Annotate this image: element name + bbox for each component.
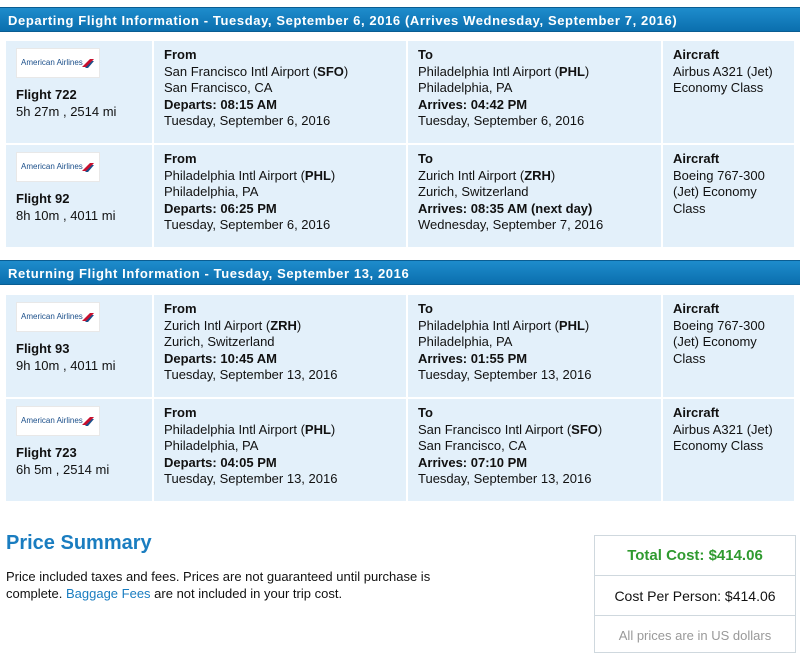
flight-number: Flight 92 (16, 191, 70, 206)
from-date: Tuesday, September 6, 2016 (164, 217, 331, 232)
to-airport: Philadelphia Intl Airport (PHL) (418, 317, 590, 333)
from-cell (154, 399, 406, 501)
airline-flag-icon (81, 57, 95, 69)
returning-header: Returning Flight Information - Tuesday, September 13, 2016 (0, 260, 800, 285)
to-airport: Zurich Intl Airport (ZRH) (418, 167, 556, 183)
arrives-time: Arrives: 04:42 PM (418, 96, 528, 112)
arrives-time: Arrives: 07:10 PM (418, 454, 528, 470)
to-date: Tuesday, September 6, 2016 (418, 113, 585, 128)
logo-text: American Airlines (21, 57, 83, 67)
american-airlines-logo (16, 406, 100, 436)
price-summary-box (594, 535, 796, 653)
airline-cell (6, 41, 152, 143)
aircraft-type: Boeing 767-300 (Jet) Economy Class (673, 167, 765, 216)
to-cell (408, 41, 661, 143)
from-airport: Philadelphia Intl Airport (PHL) (164, 167, 336, 183)
to-city: San Francisco, CA (418, 438, 527, 453)
from-city: Zurich, Switzerland (164, 334, 275, 349)
to-label: To (418, 151, 433, 166)
from-city: Philadelphia, PA (164, 438, 259, 453)
total-cost: Total Cost: $414.06 (595, 536, 795, 576)
to-cell (408, 295, 661, 397)
from-city: Philadelphia, PA (164, 184, 259, 199)
american-airlines-logo (16, 152, 100, 182)
baggage-fees-link[interactable]: Baggage Fees (65, 586, 151, 601)
aircraft-type: Airbus A321 (Jet) Economy Class (673, 63, 773, 95)
departs-time: Departs: 10:45 AM (164, 350, 277, 366)
from-label: From (164, 301, 197, 316)
to-date: Tuesday, September 13, 2016 (418, 471, 592, 486)
airline-flag-icon (81, 311, 95, 323)
from-label: From (164, 151, 197, 166)
flight-duration: 8h 10m , 4011 mi (16, 207, 116, 223)
from-label: From (164, 405, 197, 420)
american-airlines-logo (16, 48, 100, 78)
aircraft-label: Aircraft (673, 151, 720, 166)
aircraft-cell (663, 399, 794, 501)
from-cell (154, 41, 406, 143)
aircraft-label: Aircraft (673, 47, 720, 62)
to-city: Zurich, Switzerland (418, 184, 529, 199)
aircraft-cell (663, 145, 794, 247)
to-city: Philadelphia, PA (418, 80, 513, 95)
flight-duration: 9h 10m , 4011 mi (16, 357, 116, 373)
flight-row (6, 295, 796, 397)
american-airlines-logo (16, 302, 100, 332)
flight-number: Flight 722 (16, 87, 77, 102)
from-cell (154, 145, 406, 247)
from-city: San Francisco, CA (164, 80, 273, 95)
from-airport: Zurich Intl Airport (ZRH) (164, 317, 302, 333)
departs-time: Departs: 04:05 PM (164, 454, 277, 470)
flight-number: Flight 723 (16, 445, 77, 460)
cost-per-person: Cost Per Person: $414.06 (595, 576, 795, 616)
flight-duration: 5h 27m , 2514 mi (16, 103, 117, 119)
flight-number: Flight 93 (16, 341, 70, 356)
arrives-time: Arrives: 01:55 PM (418, 350, 528, 366)
from-label: From (164, 47, 197, 62)
to-date: Wednesday, September 7, 2016 (418, 217, 604, 232)
from-date: Tuesday, September 13, 2016 (164, 367, 338, 382)
to-cell (408, 399, 661, 501)
airline-flag-icon (81, 415, 95, 427)
airline-cell (6, 295, 152, 397)
from-cell (154, 295, 406, 397)
to-label: To (418, 301, 433, 316)
logo-text: American Airlines (21, 311, 83, 321)
flight-row (6, 145, 796, 247)
aircraft-label: Aircraft (673, 301, 720, 316)
from-airport: Philadelphia Intl Airport (PHL) (164, 421, 336, 437)
to-airport: Philadelphia Intl Airport (PHL) (418, 63, 590, 79)
departing-flights (6, 41, 796, 249)
to-airport: San Francisco Intl Airport (SFO) (418, 421, 603, 437)
to-date: Tuesday, September 13, 2016 (418, 367, 592, 382)
departs-time: Departs: 06:25 PM (164, 200, 277, 216)
price-note: Price included taxes and fees. Prices are not guaranteed until purchase is complete. Baggage Fees are not included in your trip cost. (6, 569, 431, 601)
departing-header: Departing Flight Information - Tuesday, September 6, 2016 (Arrives Wednesday, September 7, 2016) (0, 7, 800, 32)
from-airport: San Francisco Intl Airport (SFO) (164, 63, 349, 79)
airline-flag-icon (81, 161, 95, 173)
airline-cell (6, 145, 152, 247)
returning-flights (6, 295, 796, 503)
aircraft-type: Airbus A321 (Jet) Economy Class (673, 421, 773, 453)
aircraft-cell (663, 41, 794, 143)
logo-text: American Airlines (21, 161, 83, 171)
to-city: Philadelphia, PA (418, 334, 513, 349)
from-date: Tuesday, September 6, 2016 (164, 113, 331, 128)
to-label: To (418, 47, 433, 62)
flight-row (6, 41, 796, 143)
flight-row (6, 399, 796, 501)
to-cell (408, 145, 661, 247)
airline-cell (6, 399, 152, 501)
aircraft-cell (663, 295, 794, 397)
logo-text: American Airlines (21, 415, 83, 425)
to-label: To (418, 405, 433, 420)
departs-time: Departs: 08:15 AM (164, 96, 277, 112)
price-summary-title: Price Summary (6, 532, 152, 554)
aircraft-type: Boeing 767-300 (Jet) Economy Class (673, 317, 765, 366)
flight-duration: 6h 5m , 2514 mi (16, 461, 110, 477)
from-date: Tuesday, September 13, 2016 (164, 471, 338, 486)
arrives-time: Arrives: 08:35 AM (next day) (418, 200, 593, 216)
aircraft-label: Aircraft (673, 405, 720, 420)
currency-note: All prices are in US dollars (618, 628, 772, 643)
